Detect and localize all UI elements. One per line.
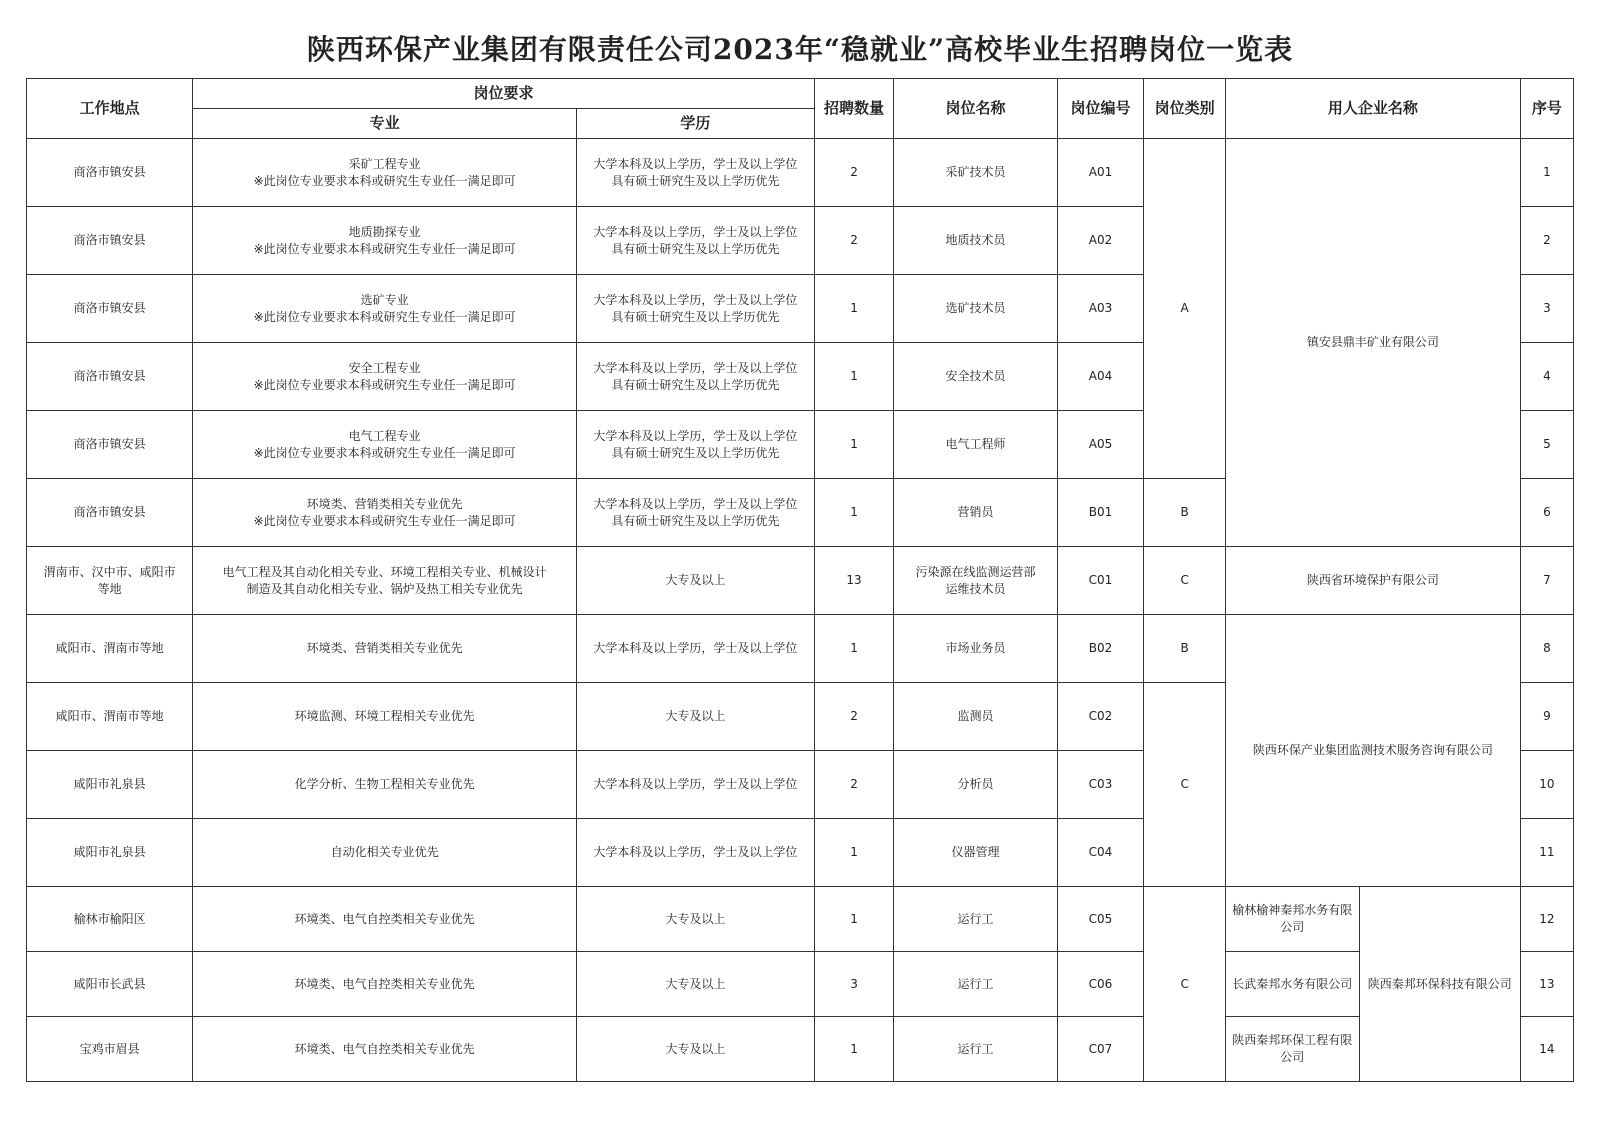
major-cell: 环境监测、环境工程相关专业优先 bbox=[193, 683, 577, 751]
position-name-cell: 安全技术员 bbox=[894, 343, 1057, 411]
education-cell bbox=[577, 275, 815, 343]
major-cell: 环境类、电气自控类相关专业优先 bbox=[193, 887, 577, 952]
major-line: 环境类、营销类相关专业优先 bbox=[306, 496, 463, 511]
count-cell: 13 bbox=[814, 547, 894, 615]
major-cell bbox=[193, 275, 577, 343]
education-line: 大学本科及以上学历，学士及以上学位 bbox=[593, 496, 798, 511]
major-cell bbox=[193, 479, 577, 547]
count-cell: 1 bbox=[814, 887, 894, 952]
location-cell: 咸阳市长武县 bbox=[27, 952, 193, 1017]
position-code-cell: C03 bbox=[1057, 751, 1144, 819]
major-line: 安全工程专业 bbox=[348, 360, 421, 375]
major-cell: 环境类、电气自控类相关专业优先 bbox=[193, 1017, 577, 1082]
table-row bbox=[27, 887, 1574, 952]
major-line: 制造及其自动化相关专业、锅炉及热工相关专业优先 bbox=[246, 581, 523, 596]
location-cell: 咸阳市礼泉县 bbox=[27, 751, 193, 819]
education-note: 具有硕士研究生及以上学历优先 bbox=[611, 445, 780, 460]
position-name-cell: 电气工程师 bbox=[894, 411, 1057, 479]
major-cell bbox=[193, 343, 577, 411]
header-count: 招聘数量 bbox=[814, 79, 894, 139]
location-cell: 宝鸡市眉县 bbox=[27, 1017, 193, 1082]
education-line: 大学本科及以上学历，学士及以上学位 bbox=[593, 428, 798, 443]
seq-cell: 11 bbox=[1520, 819, 1573, 887]
count-cell: 2 bbox=[814, 139, 894, 207]
count-cell: 1 bbox=[814, 275, 894, 343]
major-note: ※此岗位专业要求本科或研究生专业任一满足即可 bbox=[253, 377, 516, 392]
company-cell-1: 镇安县鼎丰矿业有限公司 bbox=[1225, 139, 1520, 547]
location-cell: 商洛市镇安县 bbox=[27, 479, 193, 547]
category-cell-a: A bbox=[1144, 139, 1226, 479]
table-row bbox=[27, 615, 1574, 683]
position-code-cell: C06 bbox=[1057, 952, 1144, 1017]
location-cell: 商洛市镇安县 bbox=[27, 207, 193, 275]
education-line: 大学本科及以上学历，学士及以上学位 bbox=[593, 156, 798, 171]
seq-cell: 5 bbox=[1520, 411, 1573, 479]
table-row bbox=[27, 547, 1574, 615]
position-name-cell: 地质技术员 bbox=[894, 207, 1057, 275]
education-cell: 大专及以上 bbox=[577, 683, 815, 751]
major-cell: 环境类、电气自控类相关专业优先 bbox=[193, 952, 577, 1017]
major-line: 选矿专业 bbox=[360, 292, 409, 307]
position-code-cell: A02 bbox=[1057, 207, 1144, 275]
education-cell bbox=[577, 411, 815, 479]
seq-cell: 14 bbox=[1520, 1017, 1573, 1082]
education-cell bbox=[577, 207, 815, 275]
position-name-cell: 运行工 bbox=[894, 952, 1057, 1017]
count-cell: 1 bbox=[814, 479, 894, 547]
count-cell: 2 bbox=[814, 751, 894, 819]
education-note: 具有硕士研究生及以上学历优先 bbox=[611, 241, 780, 256]
position-code-cell: B02 bbox=[1057, 615, 1144, 683]
education-cell: 大专及以上 bbox=[577, 1017, 815, 1082]
education-note: 具有硕士研究生及以上学历优先 bbox=[611, 173, 780, 188]
position-name-cell: 采矿技术员 bbox=[894, 139, 1057, 207]
education-note: 具有硕士研究生及以上学历优先 bbox=[611, 377, 780, 392]
company-cell-2: 陕西省环境保护有限公司 bbox=[1225, 547, 1520, 615]
location-cell: 咸阳市、渭南市等地 bbox=[27, 615, 193, 683]
category-cell-b: B bbox=[1144, 479, 1226, 547]
position-name-line: 运维技术员 bbox=[945, 581, 1006, 596]
major-line: 采矿工程专业 bbox=[348, 156, 421, 171]
location-cell: 咸阳市礼泉县 bbox=[27, 819, 193, 887]
seq-cell: 4 bbox=[1520, 343, 1573, 411]
seq-cell: 9 bbox=[1520, 683, 1573, 751]
education-note: 具有硕士研究生及以上学历优先 bbox=[611, 513, 780, 528]
location-cell: 商洛市镇安县 bbox=[27, 343, 193, 411]
position-name-cell: 运行工 bbox=[894, 887, 1057, 952]
count-cell: 2 bbox=[814, 683, 894, 751]
count-cell: 2 bbox=[814, 207, 894, 275]
education-cell: 大学本科及以上学历，学士及以上学位 bbox=[577, 819, 815, 887]
subsidiary-cell: 陕西秦邦环保工程有限公司 bbox=[1225, 1017, 1359, 1082]
count-cell: 1 bbox=[814, 615, 894, 683]
education-cell: 大专及以上 bbox=[577, 547, 815, 615]
seq-cell: 3 bbox=[1520, 275, 1573, 343]
count-cell: 3 bbox=[814, 952, 894, 1017]
category-cell-c: C bbox=[1144, 887, 1226, 1082]
position-name-line: 污染源在线监测运营部 bbox=[915, 564, 1036, 579]
education-cell bbox=[577, 343, 815, 411]
major-note: ※此岗位专业要求本科或研究生专业任一满足即可 bbox=[253, 241, 516, 256]
location-cell: 咸阳市、渭南市等地 bbox=[27, 683, 193, 751]
category-cell-b: B bbox=[1144, 615, 1226, 683]
major-note: ※此岗位专业要求本科或研究生专业任一满足即可 bbox=[253, 309, 516, 324]
position-code-cell: A05 bbox=[1057, 411, 1144, 479]
position-code-cell: C05 bbox=[1057, 887, 1144, 952]
company-cell-3: 陕西环保产业集团监测技术服务咨询有限公司 bbox=[1225, 615, 1520, 887]
subsidiary-cell: 榆林榆神秦邦水务有限公司 bbox=[1225, 887, 1359, 952]
position-name-cell: 营销员 bbox=[894, 479, 1057, 547]
seq-cell: 8 bbox=[1520, 615, 1573, 683]
education-cell: 大专及以上 bbox=[577, 887, 815, 952]
position-code-cell: A01 bbox=[1057, 139, 1144, 207]
location-line: 渭南市、汉中市、咸阳市 bbox=[43, 564, 176, 579]
header-education: 学历 bbox=[577, 109, 815, 139]
subsidiary-cell: 长武秦邦水务有限公司 bbox=[1225, 952, 1359, 1017]
position-code-cell: C02 bbox=[1057, 683, 1144, 751]
education-line: 大学本科及以上学历，学士及以上学位 bbox=[593, 292, 798, 307]
header-position-name: 岗位名称 bbox=[894, 79, 1057, 139]
location-cell: 榆林市榆阳区 bbox=[27, 887, 193, 952]
seq-cell: 6 bbox=[1520, 479, 1573, 547]
major-note: ※此岗位专业要求本科或研究生专业任一满足即可 bbox=[253, 445, 516, 460]
major-cell: 环境类、营销类相关专业优先 bbox=[193, 615, 577, 683]
count-cell: 1 bbox=[814, 411, 894, 479]
location-cell: 商洛市镇安县 bbox=[27, 275, 193, 343]
position-code-cell: B01 bbox=[1057, 479, 1144, 547]
seq-cell: 1 bbox=[1520, 139, 1573, 207]
header-company: 用人企业名称 bbox=[1225, 79, 1520, 139]
count-cell: 1 bbox=[814, 819, 894, 887]
table-row bbox=[27, 952, 1574, 1017]
location-cell: 商洛市镇安县 bbox=[27, 139, 193, 207]
position-code-cell: A04 bbox=[1057, 343, 1144, 411]
header-position-category: 岗位类别 bbox=[1144, 79, 1226, 139]
position-code-cell: C07 bbox=[1057, 1017, 1144, 1082]
education-line: 大学本科及以上学历，学士及以上学位 bbox=[593, 224, 798, 239]
major-line: 电气工程专业 bbox=[348, 428, 421, 443]
position-code-cell: C01 bbox=[1057, 547, 1144, 615]
major-cell: 自动化相关专业优先 bbox=[193, 819, 577, 887]
position-code-cell: C04 bbox=[1057, 819, 1144, 887]
education-cell bbox=[577, 479, 815, 547]
header-location: 工作地点 bbox=[27, 79, 193, 139]
position-name-cell: 运行工 bbox=[894, 1017, 1057, 1082]
seq-cell: 10 bbox=[1520, 751, 1573, 819]
major-cell bbox=[193, 411, 577, 479]
table-row bbox=[27, 1017, 1574, 1082]
seq-cell: 12 bbox=[1520, 887, 1573, 952]
category-cell-c: C bbox=[1144, 683, 1226, 887]
header-major: 专业 bbox=[193, 109, 577, 139]
major-cell bbox=[193, 139, 577, 207]
header-requirements: 岗位要求 bbox=[193, 79, 814, 109]
education-cell bbox=[577, 139, 815, 207]
header-position-code: 岗位编号 bbox=[1057, 79, 1144, 139]
major-cell bbox=[193, 207, 577, 275]
recruitment-table bbox=[26, 78, 1574, 1082]
position-name-cell: 监测员 bbox=[894, 683, 1057, 751]
company-cell-4: 陕西秦邦环保科技有限公司 bbox=[1359, 887, 1520, 1082]
education-line: 大学本科及以上学历，学士及以上学位 bbox=[593, 360, 798, 375]
seq-cell: 7 bbox=[1520, 547, 1573, 615]
location-cell bbox=[27, 547, 193, 615]
position-name-cell: 仪器管理 bbox=[894, 819, 1057, 887]
position-code-cell: A03 bbox=[1057, 275, 1144, 343]
seq-cell: 2 bbox=[1520, 207, 1573, 275]
major-note: ※此岗位专业要求本科或研究生专业任一满足即可 bbox=[253, 513, 516, 528]
location-line: 等地 bbox=[97, 581, 122, 596]
position-name-cell: 分析员 bbox=[894, 751, 1057, 819]
header-row-1 bbox=[27, 79, 1574, 109]
count-cell: 1 bbox=[814, 1017, 894, 1082]
education-cell: 大学本科及以上学历，学士及以上学位 bbox=[577, 615, 815, 683]
position-name-cell bbox=[894, 547, 1057, 615]
table-row bbox=[27, 139, 1574, 207]
location-cell: 商洛市镇安县 bbox=[27, 411, 193, 479]
major-note: ※此岗位专业要求本科或研究生专业任一满足即可 bbox=[253, 173, 516, 188]
document-title: 陕西环保产业集团有限责任公司2023年“稳就业”高校毕业生招聘岗位一览表 bbox=[306, 33, 1294, 66]
count-cell: 1 bbox=[814, 343, 894, 411]
major-cell: 化学分析、生物工程相关专业优先 bbox=[193, 751, 577, 819]
position-name-cell: 市场业务员 bbox=[894, 615, 1057, 683]
major-line: 电气工程及其自动化相关专业、环境工程相关专业、机械设计 bbox=[222, 564, 547, 579]
major-line: 地质勘探专业 bbox=[348, 224, 421, 239]
category-cell-c: C bbox=[1144, 547, 1226, 615]
major-cell bbox=[193, 547, 577, 615]
education-cell: 大学本科及以上学历，学士及以上学位 bbox=[577, 751, 815, 819]
seq-cell: 13 bbox=[1520, 952, 1573, 1017]
header-seq: 序号 bbox=[1520, 79, 1573, 139]
position-name-cell: 选矿技术员 bbox=[894, 275, 1057, 343]
education-cell: 大专及以上 bbox=[577, 952, 815, 1017]
education-note: 具有硕士研究生及以上学历优先 bbox=[611, 309, 780, 324]
